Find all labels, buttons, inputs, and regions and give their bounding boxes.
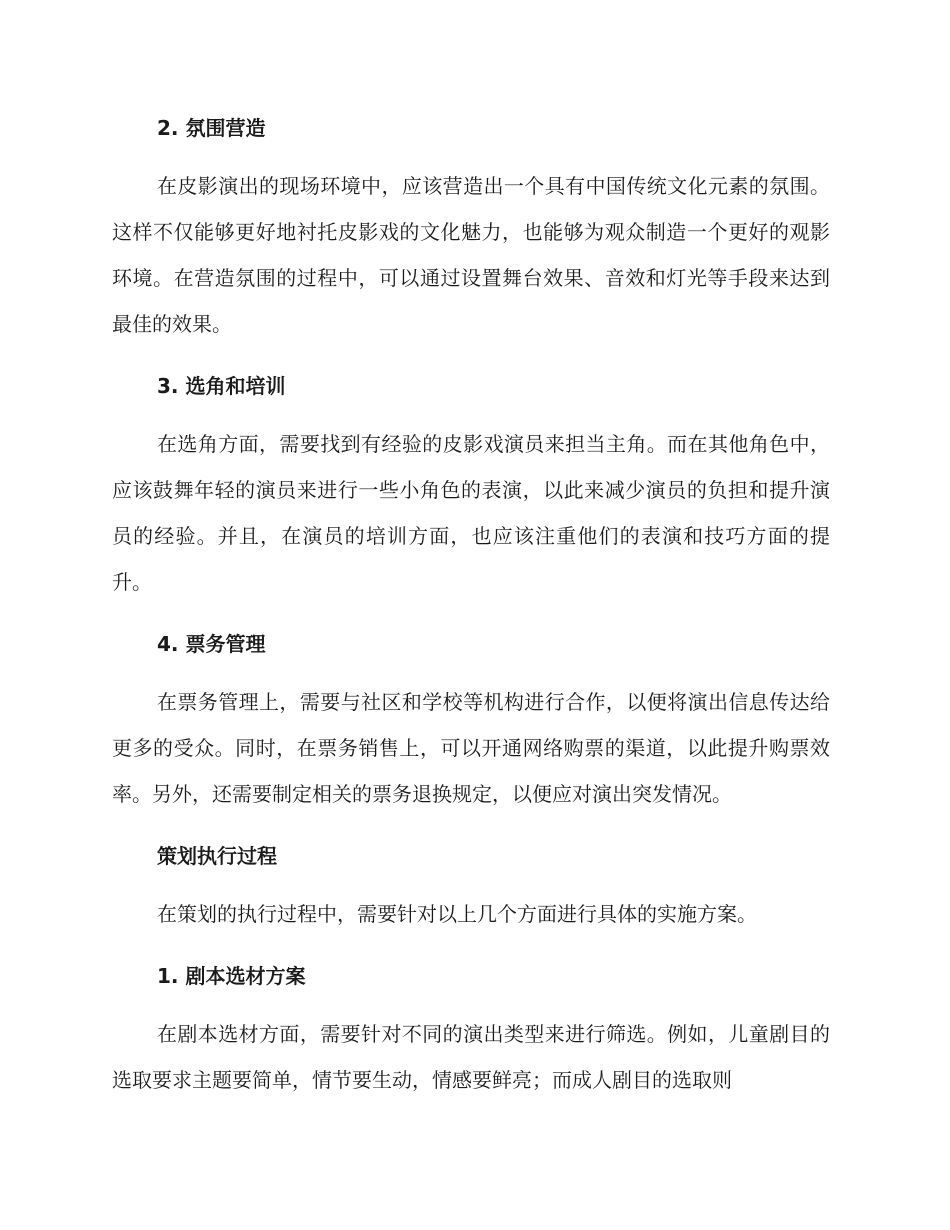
section-heading: 策划执行过程 (157, 844, 277, 868)
section-heading: 1. 剧本选材方案 (157, 964, 306, 988)
section-script-selection (112, 953, 830, 1103)
section-heading: 2. 氛围营造 (157, 116, 266, 140)
document-body (112, 105, 830, 1103)
section-atmosphere (112, 105, 830, 363)
section-ticketing (112, 621, 830, 833)
section-paragraph: 在皮影演出的现场环境中，应该营造出一个具有中国传统文化元素的氛围。这样不仅能够更好地衬托皮影戏的文化魅力，也能够为观众制造一个更好的观影环境。在营造氛围的过程中，可以通过设置舞台效果、音效和灯光等手段来达到最佳的效果。 (112, 174, 830, 336)
section-paragraph: 在选角方面，需要找到有经验的皮影戏演员来担当主角。而在其他角色中，应该鼓舞年轻的演员来进行一些小角色的表演，以此来减少演员的负担和提升演员的经验。并且，在演员的培训方面，也应该注重他们的表演和技巧方面的提升。 (112, 432, 830, 594)
section-casting-training (112, 363, 830, 621)
section-heading: 3. 选角和培训 (157, 374, 286, 398)
section-paragraph: 在票务管理上，需要与社区和学校等机构进行合作，以便将演出信息传达给更多的受众。同时，在票务销售上，可以开通网络购票的渠道，以此提升购票效率。另外，还需要制定相关的票务退换规定，以便应对演出突发情况。 (112, 690, 830, 806)
section-paragraph: 在策划的执行过程中，需要针对以上几个方面进行具体的实施方案。 (157, 902, 757, 926)
section-paragraph: 在剧本选材方面，需要针对不同的演出类型来进行筛选。例如，儿童剧目的选取要求主题要简单，情节要生动，情感要鲜亮；而成人剧目的选取则 (112, 1022, 830, 1092)
section-heading: 4. 票务管理 (157, 632, 266, 656)
section-execution-process (112, 833, 830, 953)
